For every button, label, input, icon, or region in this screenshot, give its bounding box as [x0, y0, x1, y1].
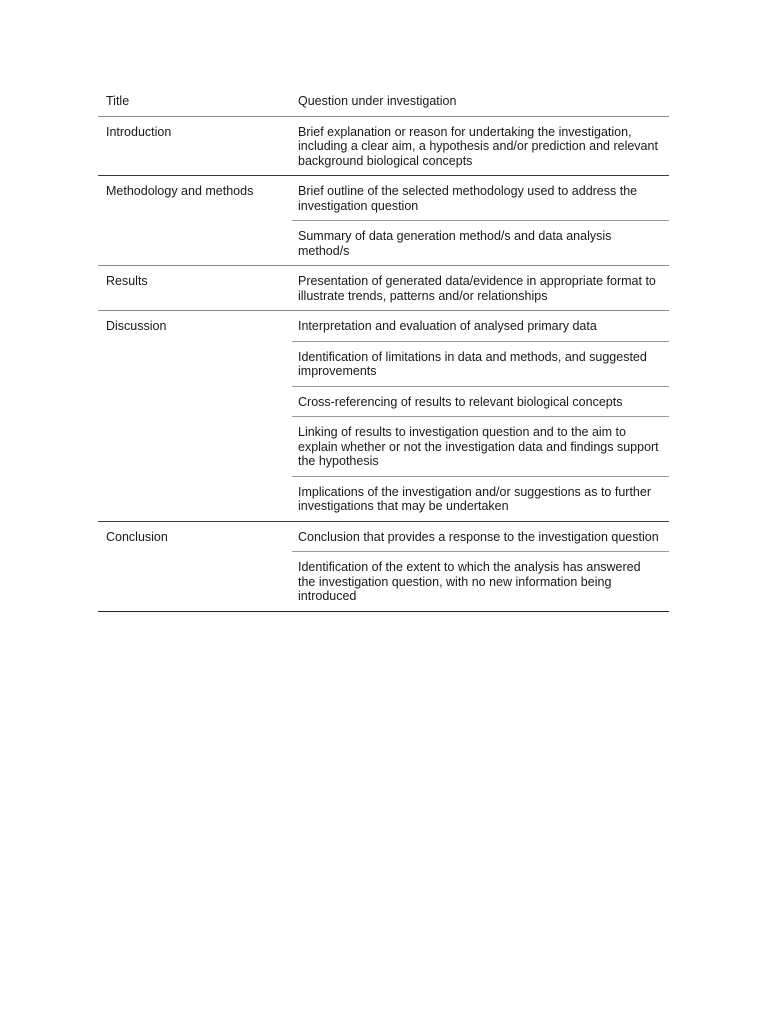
section-item: Presentation of generated data/evidence in appropriate format to illustrate trends, patterns and/or relationships	[298, 274, 656, 303]
section-name: Results	[106, 274, 148, 288]
section-item: Summary of data generation method/s and data analysis method/s	[292, 220, 669, 265]
section-item: Question under investigation	[298, 94, 457, 108]
section-item: Conclusion that provides a response to the investigation question	[298, 529, 659, 544]
section-item: Interpretation and evaluation of analysed primary data	[298, 319, 597, 333]
table-row-methodology	[98, 176, 669, 266]
table-row-discussion	[98, 311, 669, 522]
section-name: Title	[106, 94, 130, 108]
table-row-introduction	[98, 117, 669, 177]
section-item: Cross-referencing of results to relevant biological concepts	[292, 386, 669, 417]
table-row-title	[98, 86, 669, 117]
section-item: Brief explanation or reason for undertaking the investigation, including a clear aim, a hypothesis and/or prediction and relevant background biological concepts	[298, 124, 658, 168]
section-name: Conclusion	[106, 529, 168, 544]
section-item: Implications of the investigation and/or suggestions as to further investigations that may be undertaken	[292, 476, 669, 521]
section-name: Discussion	[106, 319, 167, 333]
section-items	[292, 117, 669, 176]
table-row-results	[98, 266, 669, 311]
table-row-conclusion	[98, 522, 669, 612]
section-item: Identification of the extent to which the analysis has answered the investigation question, with no new information being introduced	[292, 551, 669, 611]
section-items	[292, 311, 669, 521]
report-structure-table	[98, 86, 669, 612]
section-items	[292, 522, 669, 611]
section-item: Identification of limitations in data and methods, and suggested improvements	[292, 341, 669, 386]
section-items	[292, 176, 669, 265]
section-item: Brief outline of the selected methodology used to address the investigation question	[298, 184, 638, 213]
section-items	[292, 266, 669, 310]
section-name: Methodology and methods	[106, 184, 254, 198]
section-item: Linking of results to investigation question and to the aim to explain whether or not the investigation data and findings support the hypothesis	[292, 416, 669, 476]
section-items	[292, 86, 669, 116]
section-name: Introduction	[106, 124, 172, 139]
